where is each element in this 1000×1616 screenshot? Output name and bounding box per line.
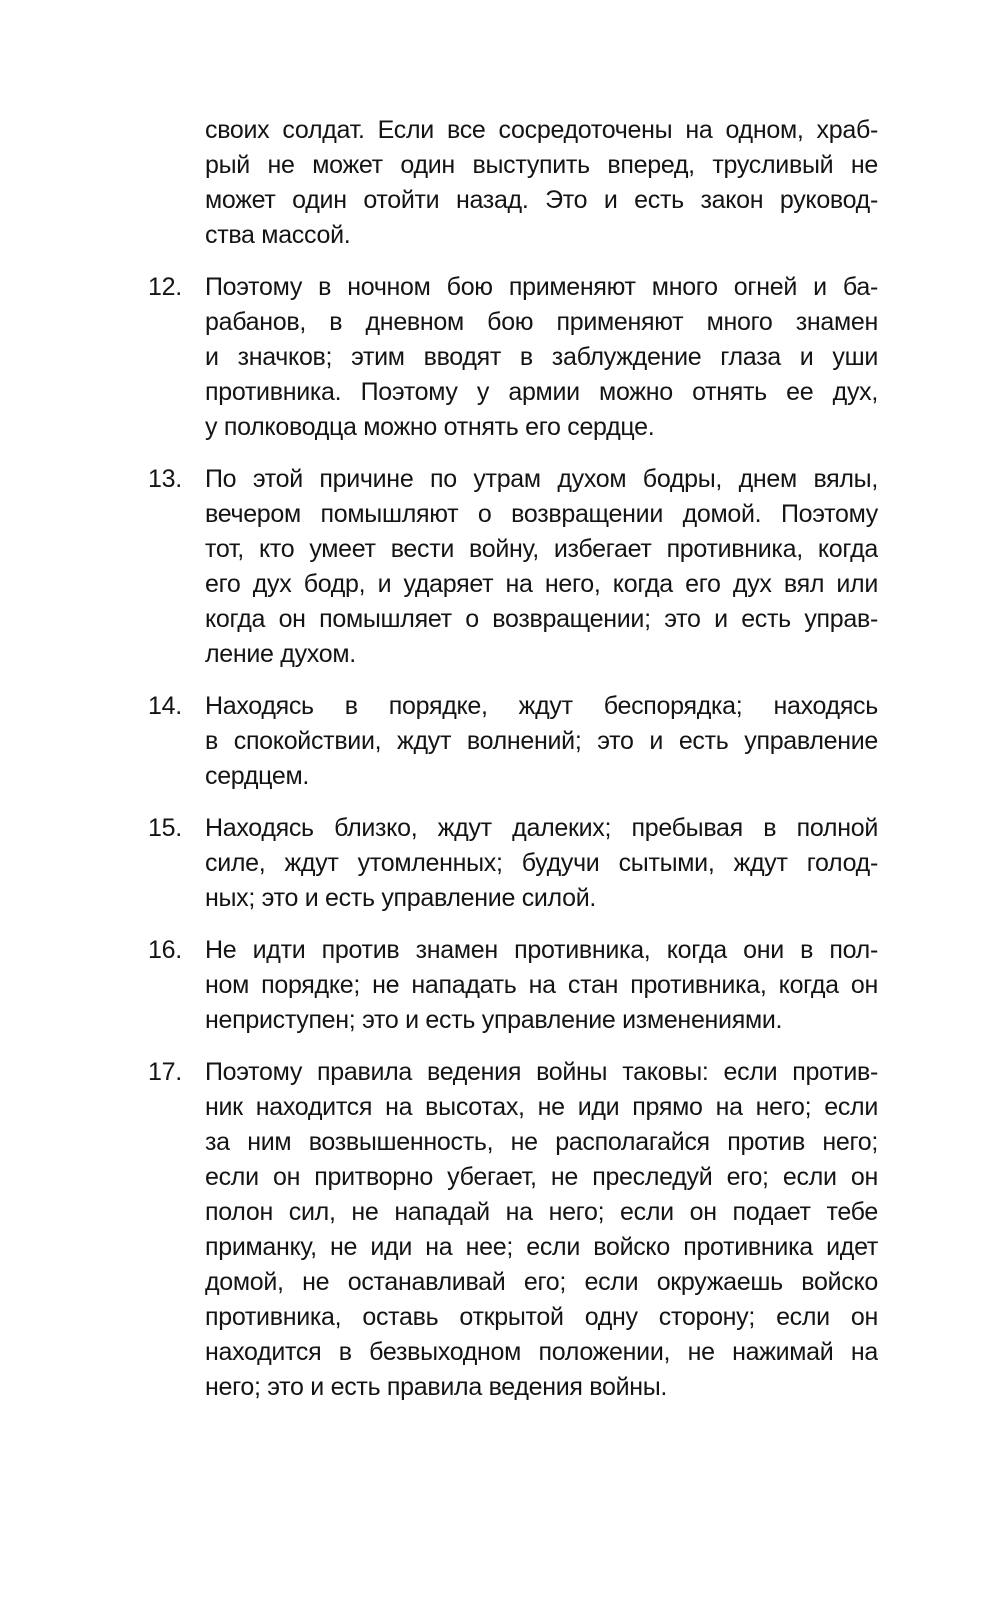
paragraph xyxy=(148,689,878,794)
paragraph-body xyxy=(205,462,878,672)
text-line: ства массой. xyxy=(205,221,351,249)
paragraph-body xyxy=(205,689,878,794)
text-line: находится в безвыходном положении, не нажимай на xyxy=(205,1338,878,1366)
text-line: и значков; этим вводят в заблуждение глаза и уши xyxy=(205,343,878,371)
text-line: ном порядке; не нападать на стан противника, когда он xyxy=(205,971,878,999)
text-line: полон сил, не нападай на него; если он подает тебе xyxy=(205,1198,878,1226)
text-line: вечером помышляют о возвращении домой. Поэтому xyxy=(205,500,878,528)
paragraph xyxy=(148,933,878,1038)
text-line: неприступен; это и есть управление изменениями. xyxy=(205,1006,783,1034)
text-line: противника. Поэтому у армии можно отнять ее дух, xyxy=(205,378,878,406)
text-line: рабанов, в дневном бою применяют много знамен xyxy=(205,308,878,336)
text-line: Находясь в порядке, ждут беспорядка; находясь xyxy=(205,692,878,720)
paragraph-body xyxy=(205,270,878,445)
paragraph-body xyxy=(205,113,878,253)
paragraph xyxy=(148,462,878,672)
text-line: рый не может один выступить вперед, трусливый не xyxy=(205,151,878,179)
paragraph xyxy=(148,270,878,445)
paragraph-number: 16. xyxy=(148,936,182,964)
text-line: может один отойти назад. Это и есть закон руковод- xyxy=(205,186,878,214)
text-line: сердцем. xyxy=(205,762,309,790)
text-line: противника, оставь открытой одну сторону; если он xyxy=(205,1303,878,1331)
text-line: его дух бодр, и ударяет на него, когда его дух вял или xyxy=(205,570,878,598)
text-line: если он притворно убегает, не преследуй его; если он xyxy=(205,1163,878,1191)
paragraph xyxy=(148,811,878,916)
text-line: силе, ждут утомленных; будучи сытыми, ждут голод- xyxy=(205,849,878,877)
paragraph-body xyxy=(205,811,878,916)
text-line: ление духом. xyxy=(205,640,356,668)
text-line: Поэтому в ночном бою применяют много огней и ба- xyxy=(205,273,878,301)
paragraph-number: 17. xyxy=(148,1058,182,1086)
paragraph-number: 15. xyxy=(148,814,182,842)
text-line: приманку, не иди на нее; если войско противника идет xyxy=(205,1233,878,1261)
text-line: Поэтому правила ведения войны таковы: если против- xyxy=(205,1058,878,1086)
text-line: него; это и есть правила ведения войны. xyxy=(205,1373,668,1401)
text-line: когда он помышляет о возвращении; это и есть управ- xyxy=(205,605,878,633)
text-line: своих солдат. Если все сосредоточены на одном, храб- xyxy=(205,116,878,144)
text-line: По этой причине по утрам духом бодры, днем вялы, xyxy=(205,465,878,493)
text-block xyxy=(148,113,878,1422)
text-line: ных; это и есть управление силой. xyxy=(205,884,597,912)
text-line: за ним возвышенность, не располагайся против него; xyxy=(205,1128,878,1156)
paragraph xyxy=(148,113,878,253)
paragraph-body xyxy=(205,1055,878,1405)
paragraph xyxy=(148,1055,878,1405)
paragraph-number: 12. xyxy=(148,273,182,301)
text-line: Не идти против знамен противника, когда они в пол- xyxy=(205,936,878,964)
text-line: тот, кто умеет вести войну, избегает противника, когда xyxy=(205,535,878,563)
text-line: у полководца можно отнять его сердце. xyxy=(205,413,655,441)
text-line: ник находится на высотах, не иди прямо на него; если xyxy=(205,1093,878,1121)
text-line: Находясь близко, ждут далеких; пребывая в полной xyxy=(205,814,878,842)
text-line: в спокойствии, ждут волнений; это и есть управление xyxy=(205,727,878,755)
paragraph-body xyxy=(205,933,878,1038)
paragraph-number: 13. xyxy=(148,465,182,493)
paragraph-number: 14. xyxy=(148,692,182,720)
text-line: домой, не останавливай его; если окружаешь войско xyxy=(205,1268,878,1296)
